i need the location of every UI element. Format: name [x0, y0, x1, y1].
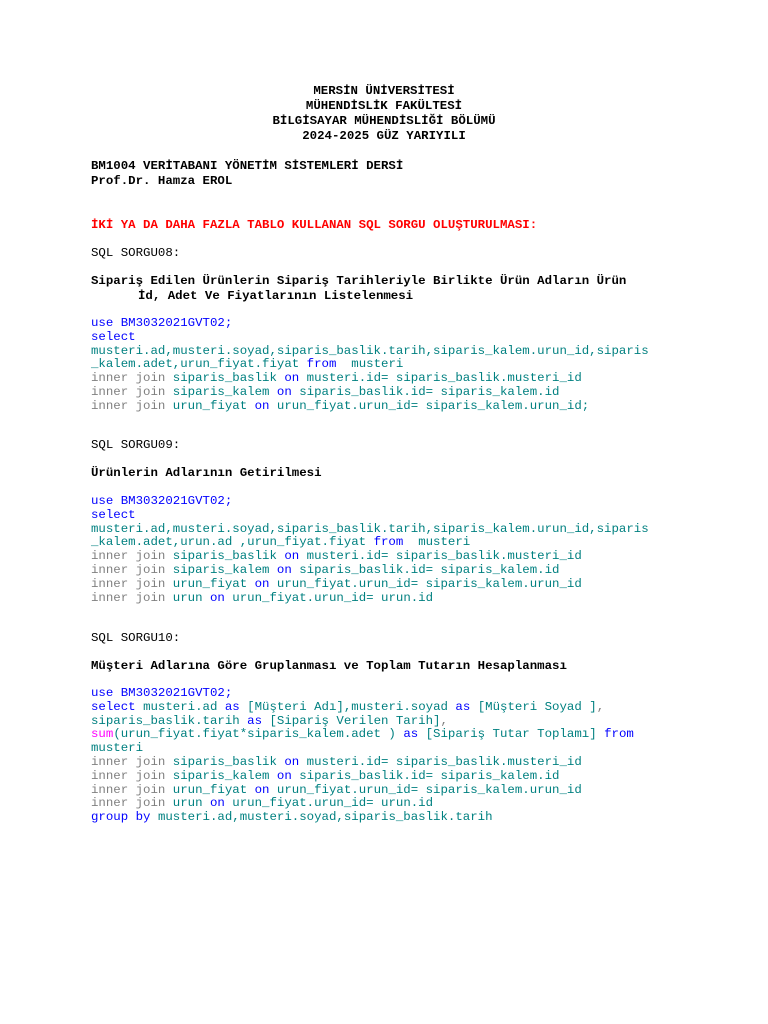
- sql-keyword: from: [306, 357, 337, 372]
- query-label: SQL SORGU09:: [91, 438, 181, 452]
- sql-line: inner join urun_fiyat on urun_fiyat.urun_id= siparis_kalem.urun_id;: [91, 398, 590, 413]
- sql-line: use BM3032021GVT02;: [91, 494, 233, 508]
- sql-columns: _kalem.adet,urun_fiyat.fiyat: [91, 357, 300, 372]
- sql-line: inner join urun on urun_fiyat.urun_id= urun.id: [91, 796, 434, 811]
- sql-line: inner join siparis_baslik on musteri.id= siparis_baslik.musteri_id: [91, 371, 582, 386]
- sql-line: [91, 358, 691, 372]
- sql-line: inner join urun_fiyat on urun_fiyat.urun_id= siparis_kalem.urun_id: [91, 576, 582, 591]
- sql-line: select: [91, 507, 136, 522]
- header-block: [0, 84, 768, 144]
- sql-table: musteri: [351, 357, 404, 372]
- sql-line: group by musteri.ad,musteri.soyad,siparis_baslik.tarih: [91, 810, 493, 825]
- query-label: SQL SORGU08:: [91, 246, 181, 260]
- topic-heading: İKİ YA DA DAHA FAZLA TABLO KULLANAN SQL SORGU OLUŞTURULMASI:: [91, 218, 538, 232]
- course-name: BM1004 VERİTABANI YÖNETİM SİSTEMLERİ DERSİ: [91, 159, 404, 173]
- query-title: Ürünlerin Adlarının Getirilmesi: [91, 466, 322, 480]
- sql-line: inner join siparis_baslik on musteri.id= siparis_baslik.musteri_id: [91, 549, 582, 564]
- sql-line: musteri.ad,musteri.soyad,siparis_baslik.tarih,siparis_kalem.urun_id,siparis: [91, 521, 649, 536]
- query-title-line2: İd, Adet Ve Fiyatlarının Listelenmesi: [138, 289, 414, 303]
- query-title: [91, 274, 711, 304]
- sql-line: musteri: [91, 741, 144, 756]
- university-name: MERSİN ÜNİVERSİTESİ: [313, 84, 455, 98]
- query-title-line1: Sipariş Edilen Ürünlerin Sipariş Tarihleriyle Birlikte Ürün Adların Ürün: [91, 274, 627, 288]
- sql-line: inner join siparis_kalem on siparis_baslik.id= siparis_kalem.id: [91, 768, 560, 783]
- department-name: BİLGİSAYAR MÜHENDİSLİĞİ BÖLÜMÜ: [272, 114, 496, 128]
- sql-line: [91, 317, 691, 331]
- sql-line: inner join siparis_baslik on musteri.id= siparis_baslik.musteri_id: [91, 754, 582, 769]
- course-block: [91, 159, 691, 189]
- sql-line: select musteri.ad as [Müşteri Adı],musteri.soyad as [Müşteri Soyad ],: [91, 699, 605, 714]
- sql-keyword: use: [91, 316, 114, 330]
- sql-keyword: select: [91, 329, 136, 344]
- sql-line: [91, 331, 691, 345]
- term-label: 2024-2025 GÜZ YARIYILI: [302, 129, 466, 143]
- sql-database: BM3032021GVT02;: [120, 316, 233, 330]
- sql-line: siparis_baslik.tarih as [Sipariş Verilen Tarih],: [91, 713, 448, 728]
- sql-line: _kalem.adet,urun.ad ,urun_fiyat.fiyat from musteri: [91, 535, 471, 550]
- sql-line: inner join urun_fiyat on urun_fiyat.urun_id= siparis_kalem.urun_id: [91, 782, 582, 797]
- sql-line: inner join siparis_kalem on siparis_baslik.id= siparis_kalem.id: [91, 384, 560, 399]
- instructor-name: Prof.Dr. Hamza EROL: [91, 174, 233, 188]
- sql-line: musteri.ad,musteri.soyad,siparis_baslik.tarih,siparis_kalem.urun_id,siparis: [91, 343, 649, 358]
- sql-line: inner join urun on urun_fiyat.urun_id= urun.id: [91, 590, 434, 605]
- sql-line: sum(urun_fiyat.fiyat*siparis_kalem.adet ) as [Sipariş Tutar Toplamı] from: [91, 727, 634, 742]
- faculty-name: MÜHENDİSLİK FAKÜLTESİ: [305, 99, 463, 113]
- sql-code-block: [91, 495, 691, 605]
- sql-code-block: [91, 687, 691, 825]
- query-title: Müşteri Adlarına Göre Gruplanması ve Toplam Tutarın Hesaplanması: [91, 659, 567, 673]
- sql-code-block: [91, 317, 691, 414]
- sql-line: inner join siparis_kalem on siparis_baslik.id= siparis_kalem.id: [91, 562, 560, 577]
- sql-line: use BM3032021GVT02;: [91, 686, 233, 700]
- query-label: SQL SORGU10:: [91, 631, 181, 645]
